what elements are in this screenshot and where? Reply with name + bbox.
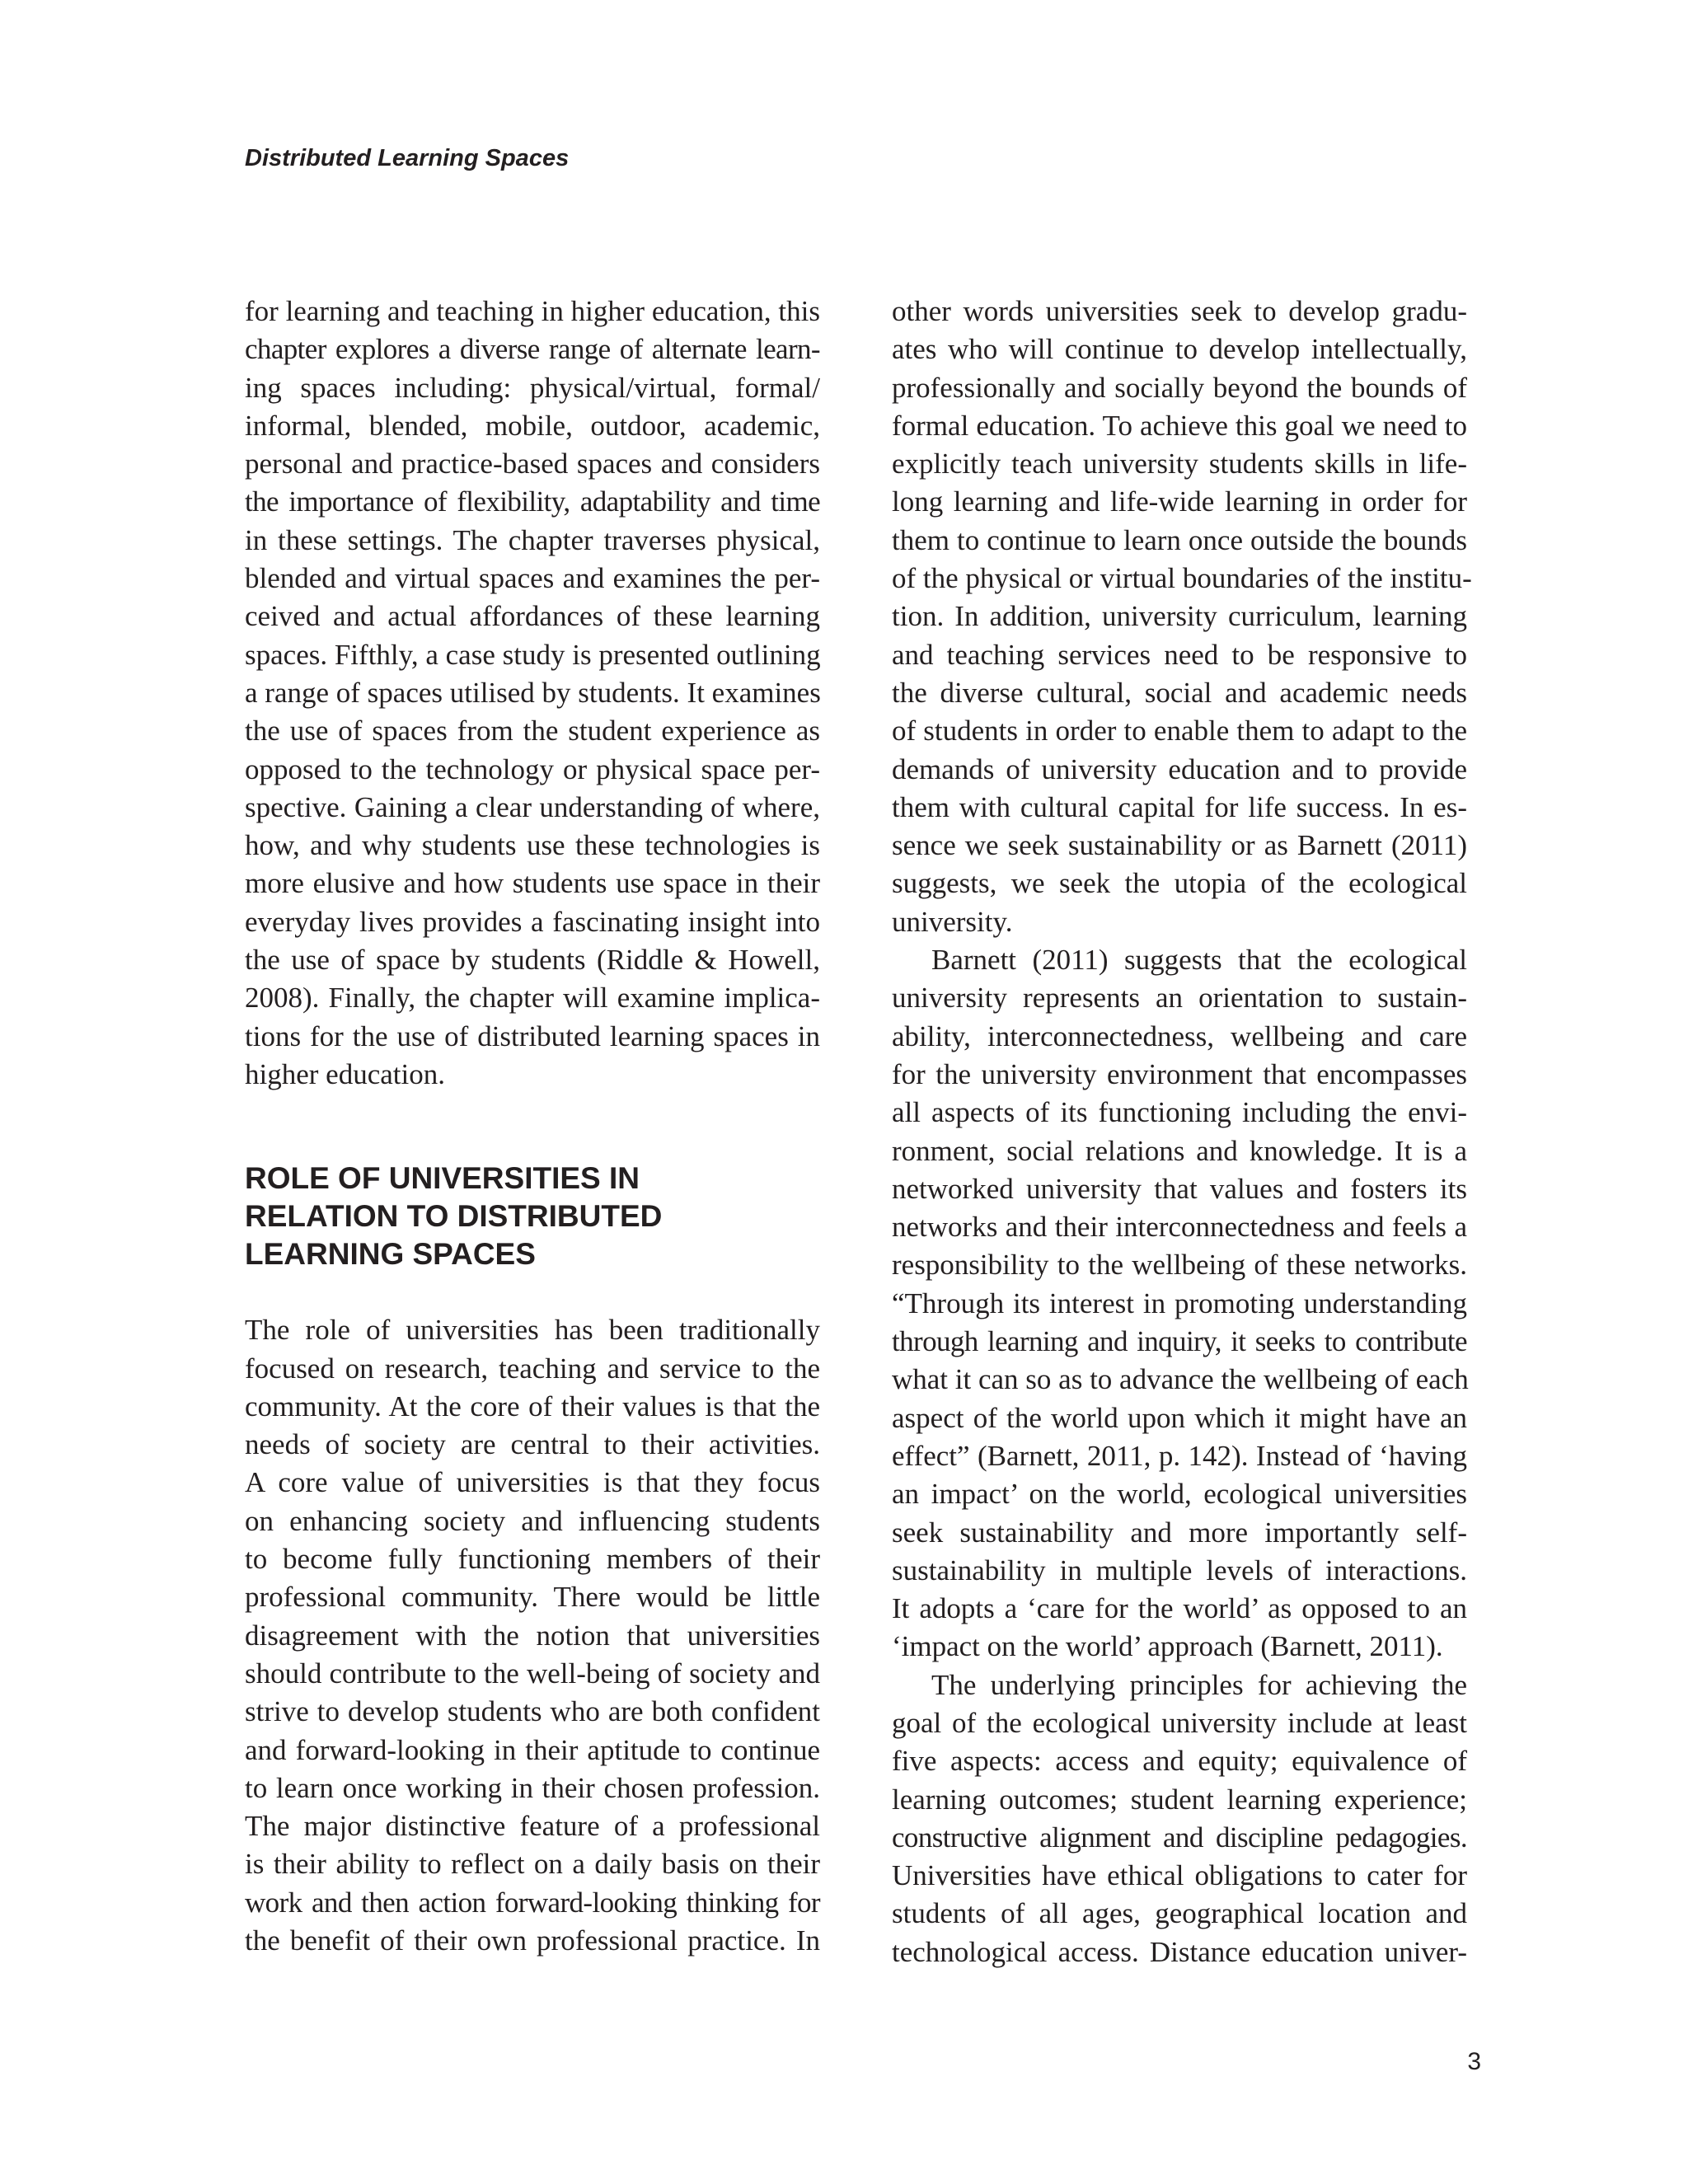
text-line: all aspects of its functioning including the envi-	[892, 1096, 1467, 1129]
right-column	[892, 293, 1472, 1971]
heading-line: RELATION TO DISTRIBUTED	[245, 1199, 663, 1234]
heading-line: LEARNING SPACES	[245, 1237, 536, 1272]
text-line: on enhancing society and influencing students	[245, 1504, 820, 1537]
text-line: what it can so as to advance the wellbeing of each	[892, 1363, 1469, 1396]
text-line: ates who will continue to develop intellectually,	[892, 333, 1467, 366]
text-line: students of all ages, geographical location and	[892, 1897, 1467, 1930]
text-line: formal education. To achieve this goal we need to	[892, 409, 1467, 442]
text-line: spaces. Fifthly, a case study is presented outlining	[245, 638, 821, 671]
text-line: to become fully functioning members of their	[245, 1543, 820, 1576]
text-line: strive to develop students who are both confident	[245, 1695, 820, 1728]
text-line: for the university environment that encompasses	[892, 1057, 1467, 1090]
text-line: learning outcomes; student learning experience;	[892, 1783, 1467, 1816]
text-line: sustainability in multiple levels of interactions.	[892, 1554, 1467, 1586]
running-head: Distributed Learning Spaces	[245, 145, 570, 171]
text-line: everyday lives provides a fascinating insight into	[245, 905, 820, 938]
page-number: 3	[1467, 2048, 1481, 2075]
text-line: them to continue to learn once outside the bounds	[892, 523, 1467, 556]
text-line: ing spaces including: physical/virtual, formal/	[245, 371, 820, 404]
text-line: personal and practice-based spaces and considers	[245, 448, 820, 480]
text-line: the use of space by students (Riddle & Howell,	[245, 944, 820, 977]
text-line: 2008). Finally, the chapter will examine implica-	[245, 982, 820, 1015]
text-line: tions for the use of distributed learning spaces in	[245, 1019, 820, 1052]
text-line: chapter explores a diverse range of alternate learn-	[245, 333, 820, 366]
text-line: how, and why students use these technologies is	[245, 829, 820, 862]
text-line: university represents an orientation to sustain-	[892, 982, 1467, 1015]
text-line: of the physical or virtual boundaries of the institu-	[892, 562, 1472, 595]
text-line: ability, interconnectedness, wellbeing and care	[892, 1019, 1467, 1052]
text-line: A core value of universities is that they focus	[245, 1466, 820, 1499]
text-line: seek sustainability and more importantly self-	[892, 1516, 1467, 1549]
text-line: more elusive and how students use space in their	[245, 867, 820, 900]
text-line: “Through its interest in promoting understanding	[892, 1286, 1467, 1319]
text-line: needs of society are central to their activities.	[245, 1428, 820, 1461]
text-line: through learning and inquiry, it seeks to contribute	[892, 1325, 1467, 1358]
text-line: an impact’ on the world, ecological universities	[892, 1478, 1467, 1511]
text-line: constructive alignment and discipline pedagogies.	[892, 1821, 1467, 1854]
text-line: is their ability to reflect on a daily basis on their	[245, 1848, 820, 1881]
text-line: should contribute to the well-being of society and	[245, 1657, 820, 1690]
text-line: The role of universities has been traditionally	[245, 1314, 820, 1347]
text-line: Barnett (2011) suggests that the ecological	[931, 944, 1467, 977]
left-column	[245, 293, 820, 1960]
text-line: university.	[892, 905, 1013, 938]
text-line: responsibility to the wellbeing of these networks.	[892, 1249, 1467, 1282]
text-line: for learning and teaching in higher education, this	[245, 295, 820, 327]
text-line: ‘impact on the world’ approach (Barnett, 2011).	[892, 1630, 1443, 1663]
text-line: the diverse cultural, social and academic needs	[892, 676, 1467, 709]
underlying-principles-paragraph	[892, 1666, 1467, 1971]
intro-paragraph	[245, 293, 820, 1094]
text-line: of students in order to enable them to adapt to the	[892, 715, 1467, 748]
text-line: The underlying principles for achieving the	[931, 1668, 1467, 1701]
text-line: technological access. Distance education univer-	[892, 1935, 1467, 1968]
text-line: tion. In addition, university curriculum, learning	[892, 600, 1467, 633]
text-line: disagreement with the notion that universities	[245, 1619, 820, 1652]
role-of-universities-paragraph	[245, 1311, 820, 1960]
text-line: Universities have ethical obligations to cater for	[892, 1859, 1467, 1892]
text-line: a range of spaces utilised by students. It examines	[245, 676, 821, 709]
text-line: explicitly teach university students skills in life-	[892, 448, 1467, 480]
text-line: the use of spaces from the student experience as	[245, 715, 820, 748]
text-line: other words universities seek to develop gradu-	[892, 295, 1467, 327]
text-line: the importance of flexibility, adaptability and time	[245, 485, 820, 518]
text-line: in these settings. The chapter traverses physical,	[245, 523, 820, 556]
text-line: long learning and life-wide learning in order for	[892, 485, 1467, 518]
text-line: professional community. There would be little	[245, 1581, 820, 1614]
text-line: professionally and socially beyond the bounds of	[892, 371, 1467, 404]
graduates-paragraph	[892, 293, 1472, 941]
text-line: to learn once working in their chosen profession.	[245, 1771, 820, 1804]
text-line: community. At the core of their values is that the	[245, 1390, 820, 1422]
text-line: It adopts a ‘care for the world’ as opposed to an	[892, 1592, 1467, 1625]
text-line: ronment, social relations and knowledge. It is a	[892, 1134, 1467, 1167]
text-line: aspect of the world upon which it might have an	[892, 1401, 1467, 1434]
text-line: The major distinctive feature of a professional	[245, 1810, 820, 1843]
text-line: opposed to the technology or physical space per-	[245, 752, 820, 785]
text-line: demands of university education and to provide	[892, 752, 1467, 785]
text-line: suggests, we seek the utopia of the ecological	[892, 867, 1467, 900]
text-line: higher education.	[245, 1057, 445, 1090]
text-line: networks and their interconnectedness and feels a	[892, 1211, 1467, 1244]
text-line: work and then action forward-looking thinking for	[245, 1886, 820, 1919]
text-line: sence we seek sustainability or as Barnett (2011)	[892, 829, 1467, 862]
text-line: and teaching services need to be responsive to	[892, 638, 1467, 671]
text-line: goal of the ecological university include at least	[892, 1706, 1467, 1739]
text-line: ceived and actual affordances of these learning	[245, 600, 820, 633]
text-line: the benefit of their own professional practice. In	[245, 1924, 820, 1957]
text-line: blended and virtual spaces and examines the per-	[245, 562, 820, 595]
text-line: five aspects: access and equity; equivalence of	[892, 1745, 1467, 1778]
text-line: focused on research, teaching and service to the	[245, 1352, 820, 1385]
text-line: effect” (Barnett, 2011, p. 142). Instead of ‘having	[892, 1439, 1467, 1472]
text-line: informal, blended, mobile, outdoor, academic,	[245, 409, 820, 442]
text-line: networked university that values and fosters its	[892, 1172, 1467, 1205]
text-line: spective. Gaining a clear understanding of where,	[245, 790, 820, 823]
text-line: them with cultural capital for life success. In es-	[892, 790, 1467, 823]
section-heading	[245, 1160, 820, 1273]
text-line: and forward-looking in their aptitude to continue	[245, 1733, 820, 1766]
ecological-university-paragraph	[892, 941, 1467, 1666]
heading-line: ROLE OF UNIVERSITIES IN	[245, 1161, 640, 1196]
